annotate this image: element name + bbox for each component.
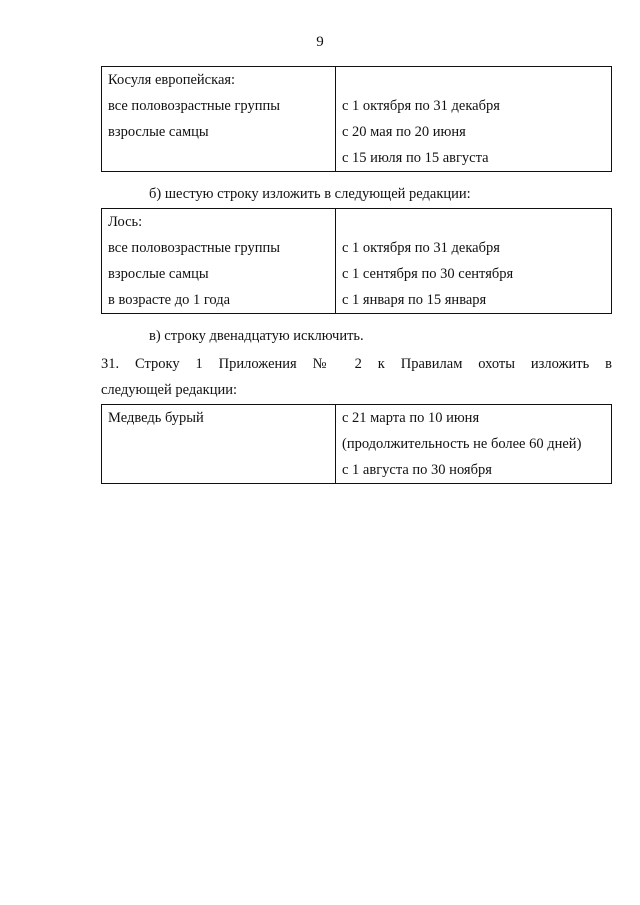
group-label: взрослые самцы (108, 124, 209, 140)
species-cell (102, 405, 336, 484)
group-label: все половозрастные группы (108, 98, 281, 114)
period-text: с 1 октября по 31 декабря (342, 240, 500, 256)
table-moose (101, 208, 612, 314)
group-label (108, 431, 329, 457)
paragraph-31-line2: следующей редакции: (101, 382, 238, 398)
species-name: Косуля европейская: (108, 72, 236, 88)
period-cell (336, 405, 612, 484)
period-cell (336, 67, 612, 172)
period-text (342, 67, 605, 93)
group-label (108, 145, 329, 171)
period-text (342, 209, 605, 235)
period-text: с 1 января по 15 января (342, 292, 487, 308)
period-text: с 20 мая по 20 июня (342, 124, 466, 140)
species-cell (102, 209, 336, 314)
group-label: в возрасте до 1 года (108, 292, 231, 308)
table-row (102, 405, 612, 484)
paragraph-b: б) шестую строку изложить в следующей редакции: (149, 186, 471, 202)
table-roe-deer (101, 66, 612, 172)
paragraph-31-line1: 31. Строку 1 Приложения № 2 к Правилам охоты изложить в (101, 356, 612, 372)
species-name: Медведь бурый (108, 410, 204, 426)
species-cell (102, 67, 336, 172)
paragraph-v: в) строку двенадцатую исключить. (149, 328, 364, 344)
period-cell (336, 209, 612, 314)
period-text: с 15 июля по 15 августа (342, 150, 489, 166)
group-label: все половозрастные группы (108, 240, 281, 256)
page-number: 9 (316, 34, 324, 50)
group-label: взрослые самцы (108, 266, 209, 282)
species-name: Лось: (108, 214, 143, 230)
period-text: с 1 августа по 30 ноября (342, 462, 492, 478)
table-row (102, 209, 612, 314)
table-row (102, 67, 612, 172)
group-label (108, 457, 329, 483)
period-text: с 21 марта по 10 июня (342, 410, 480, 426)
period-text: (продолжительность не более 60 дней) (342, 436, 582, 452)
period-text: с 1 сентября по 30 сентября (342, 266, 514, 282)
table-brown-bear (101, 404, 612, 484)
period-text: с 1 октября по 31 декабря (342, 98, 500, 114)
